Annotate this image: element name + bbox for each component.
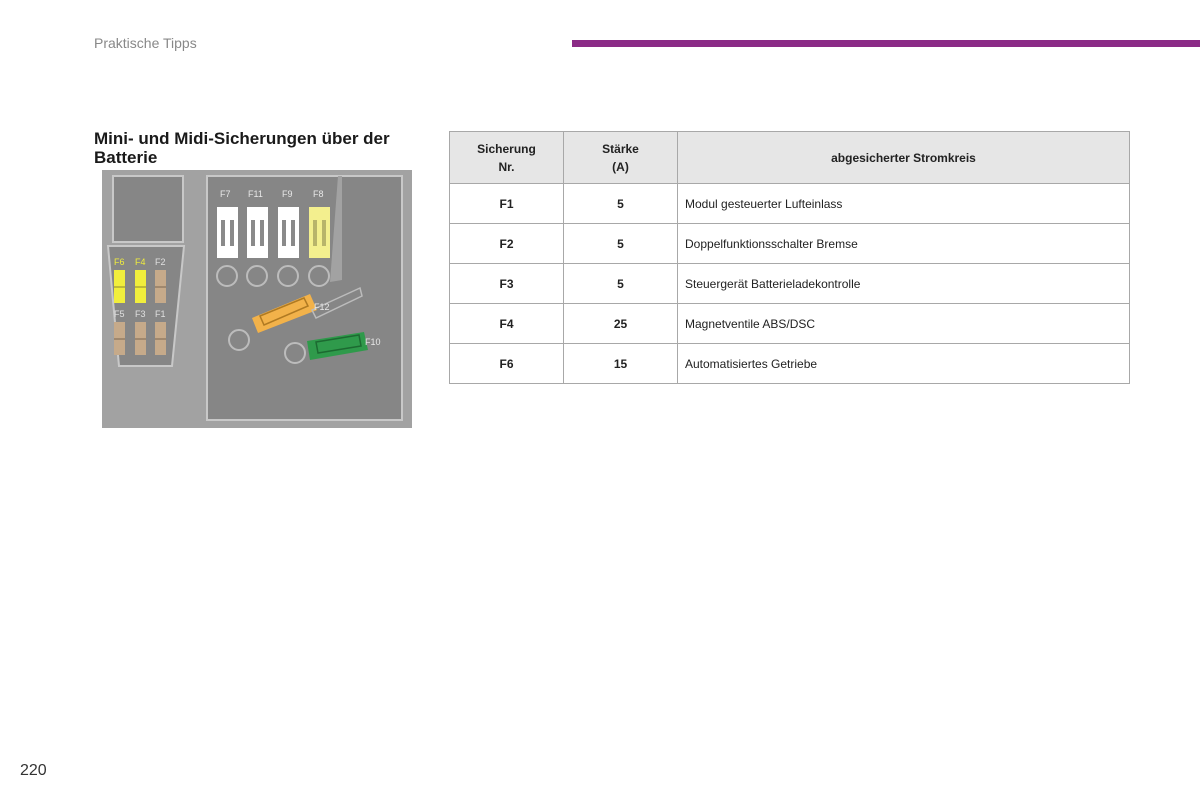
fuse-table: [449, 131, 1130, 384]
cell-rating: 5: [564, 224, 678, 264]
cover-block: [113, 176, 183, 242]
fuse-f12-label: F12: [314, 302, 330, 312]
cell-circuit: Steuergerät Batterieladekontrolle: [678, 264, 1130, 304]
cell-circuit: Automatisiertes Getriebe: [678, 344, 1130, 384]
cell-rating: 15: [564, 344, 678, 384]
fuse-f9-body: [278, 207, 299, 258]
fuse-f8-label: F8: [313, 189, 324, 199]
fuse-f4: [135, 257, 146, 303]
cell-circuit: Doppelfunktionsschalter Bremse: [678, 224, 1130, 264]
cell-circuit: Modul gesteuerter Lufteinlass: [678, 184, 1130, 224]
cell-fuse: F2: [450, 224, 564, 264]
fuse-f7-label: F7: [220, 189, 231, 199]
fuse-f3: [135, 309, 146, 355]
fuse-f4-label: F4: [135, 257, 146, 267]
fuse-f3-label: F3: [135, 309, 146, 319]
fuse-f10-label: F10: [365, 337, 381, 347]
cell-rating: 25: [564, 304, 678, 344]
fuse-f1-label: F1: [155, 309, 166, 319]
cell-circuit: Magnetventile ABS/DSC: [678, 304, 1130, 344]
section-title: Praktische Tipps: [94, 35, 197, 51]
cell-fuse: F6: [450, 344, 564, 384]
fuse-box-diagram: [102, 170, 412, 428]
cell-fuse: F3: [450, 264, 564, 304]
header-accent-bar: [572, 40, 1200, 47]
table-row: [450, 224, 1130, 264]
page-heading: Mini- und Midi-Sicherungen über der Batterie: [94, 129, 390, 167]
cell-rating: 5: [564, 184, 678, 224]
fuse-f9-label: F9: [282, 189, 293, 199]
fuse-f8-body: [309, 207, 330, 258]
table-row: [450, 184, 1130, 224]
table-header-row: [450, 132, 1130, 184]
cell-fuse: F4: [450, 304, 564, 344]
cell-rating: 5: [564, 264, 678, 304]
table-row: [450, 304, 1130, 344]
fuse-f2-label: F2: [155, 257, 166, 267]
fuse-f6-label: F6: [114, 257, 125, 267]
table-row: [450, 264, 1130, 304]
fuse-f7-body: [217, 207, 238, 258]
header-rating: Stärke (A): [564, 132, 678, 184]
fuse-f5-label: F5: [114, 309, 125, 319]
fuse-f5: [114, 309, 125, 355]
header-fuse: Sicherung Nr.: [450, 132, 564, 184]
fuse-f6: [114, 257, 125, 303]
fuse-f1: [155, 309, 166, 355]
cell-fuse: F1: [450, 184, 564, 224]
page-number: 220: [20, 762, 47, 779]
fuse-f11-label: F11: [248, 189, 263, 199]
table-row: [450, 344, 1130, 384]
fuse-f11-body: [247, 207, 268, 258]
header-circuit: abgesicherter Stromkreis: [678, 132, 1130, 184]
fuse-f2: [155, 257, 166, 303]
